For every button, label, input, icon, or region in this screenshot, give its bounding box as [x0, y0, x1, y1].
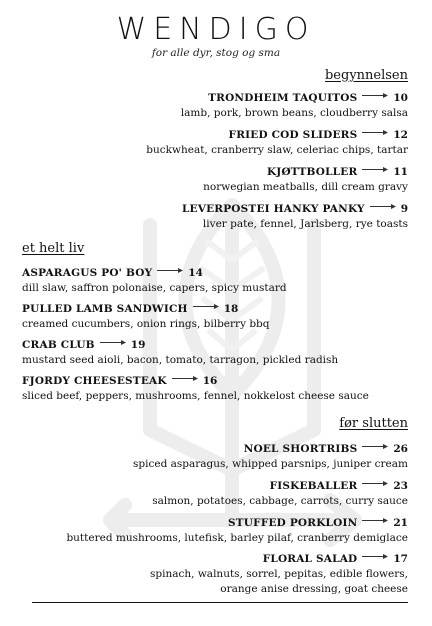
item-price: 17	[393, 553, 408, 565]
item-name: TRONDHEIM TAQUITOS	[208, 92, 358, 104]
item-description: mustard seed aioli, bacon, tomato, tarragon, pickled radish	[22, 354, 339, 366]
item-name: STUFFED PORKLOIN	[228, 517, 358, 529]
menu-item	[182, 199, 408, 232]
item-description: sliced beef, peppers, mushrooms, fennel, nokkelost cheese sauce	[22, 390, 369, 402]
arrow-icon	[361, 129, 389, 136]
menu-item	[181, 88, 408, 121]
menu-item	[203, 162, 408, 195]
item-name: FISKEBALLER	[269, 480, 358, 492]
menu-item	[146, 125, 408, 158]
arrow-icon	[361, 166, 389, 173]
arrow-icon	[361, 443, 389, 450]
arrow-icon	[156, 267, 184, 274]
item-price: 23	[393, 480, 408, 492]
item-description: dill slaw, saffron polonaise, capers, spicy mustard	[22, 282, 287, 294]
item-name: PULLED LAMB SANDWICH	[22, 303, 188, 315]
item-name: CRAB CLUB	[22, 339, 95, 351]
menu-item	[22, 335, 338, 368]
item-price: 9	[400, 203, 408, 215]
item-name: ASPARAGUS PO' BOY	[22, 267, 153, 279]
brand-tagline: for alle dyr, stog og sma	[151, 47, 281, 59]
item-description: spinach, walnuts, sorrel, pepitas, edible flowers,	[150, 568, 408, 580]
arrow-icon	[361, 553, 389, 560]
item-price: 14	[188, 267, 203, 279]
section-title-et-helt-liv: et helt liv	[22, 241, 85, 256]
item-description: liver pate, fennel, Jarlsberg, rye toasts	[202, 218, 408, 230]
item-name: FLORAL SALAD	[262, 553, 358, 565]
item-name: NOEL SHORTRIBS	[243, 443, 358, 455]
menu-item	[133, 439, 408, 472]
item-price: 19	[130, 339, 146, 351]
arrow-icon	[361, 92, 389, 99]
menu-item	[150, 549, 408, 597]
menu-item	[66, 513, 408, 546]
arrow-icon	[361, 517, 389, 524]
item-description: buttered mushrooms, lutefisk, barley pilaf, cranberry demiglace	[66, 532, 408, 544]
bottom-divider	[32, 602, 408, 603]
item-name: FJORDY CHEESESTEAK	[22, 375, 167, 387]
menu-item	[22, 299, 270, 332]
arrow-icon	[99, 339, 127, 346]
item-price: 26	[393, 443, 408, 455]
item-description: orange anise dressing, goat cheese	[220, 583, 408, 595]
item-price: 12	[393, 129, 408, 141]
arrow-icon	[361, 480, 389, 487]
section-title-for-slutten: før slutten	[339, 416, 408, 431]
item-price: 16	[202, 375, 218, 387]
item-description: norwegian meatballs, dill cream gravy	[203, 181, 408, 193]
item-description: buckwheat, cranberry slaw, celeriac chips, tartar	[146, 144, 408, 156]
section-title-begynnelsen: begynnelsen	[324, 68, 408, 83]
item-price: 10	[393, 92, 408, 104]
item-description: salmon, potatoes, cabbage, carrots, curry sauce	[152, 495, 408, 507]
item-price: 21	[393, 517, 408, 529]
item-price: 18	[223, 303, 239, 315]
item-description: creamed cucumbers, onion rings, bilberry bbq	[22, 318, 270, 330]
menu-item	[22, 371, 369, 404]
brand-logo: WENDIGO	[116, 12, 316, 47]
item-description: lamb, pork, brown beans, cloudberry salsa	[180, 107, 408, 119]
arrow-icon	[171, 375, 199, 382]
item-price: 11	[393, 166, 408, 178]
item-name: KJØTTBOLLER	[266, 166, 358, 178]
menu-item	[152, 476, 408, 509]
arrow-icon	[369, 203, 397, 210]
item-description: spiced asparagus, whipped parsnips, juniper cream	[133, 458, 408, 470]
item-name: LEVERPOSTEI HANKY PANKY	[181, 203, 365, 215]
item-name: FRIED COD SLIDERS	[228, 129, 358, 141]
menu-item	[22, 263, 287, 296]
arrow-icon	[192, 303, 220, 310]
